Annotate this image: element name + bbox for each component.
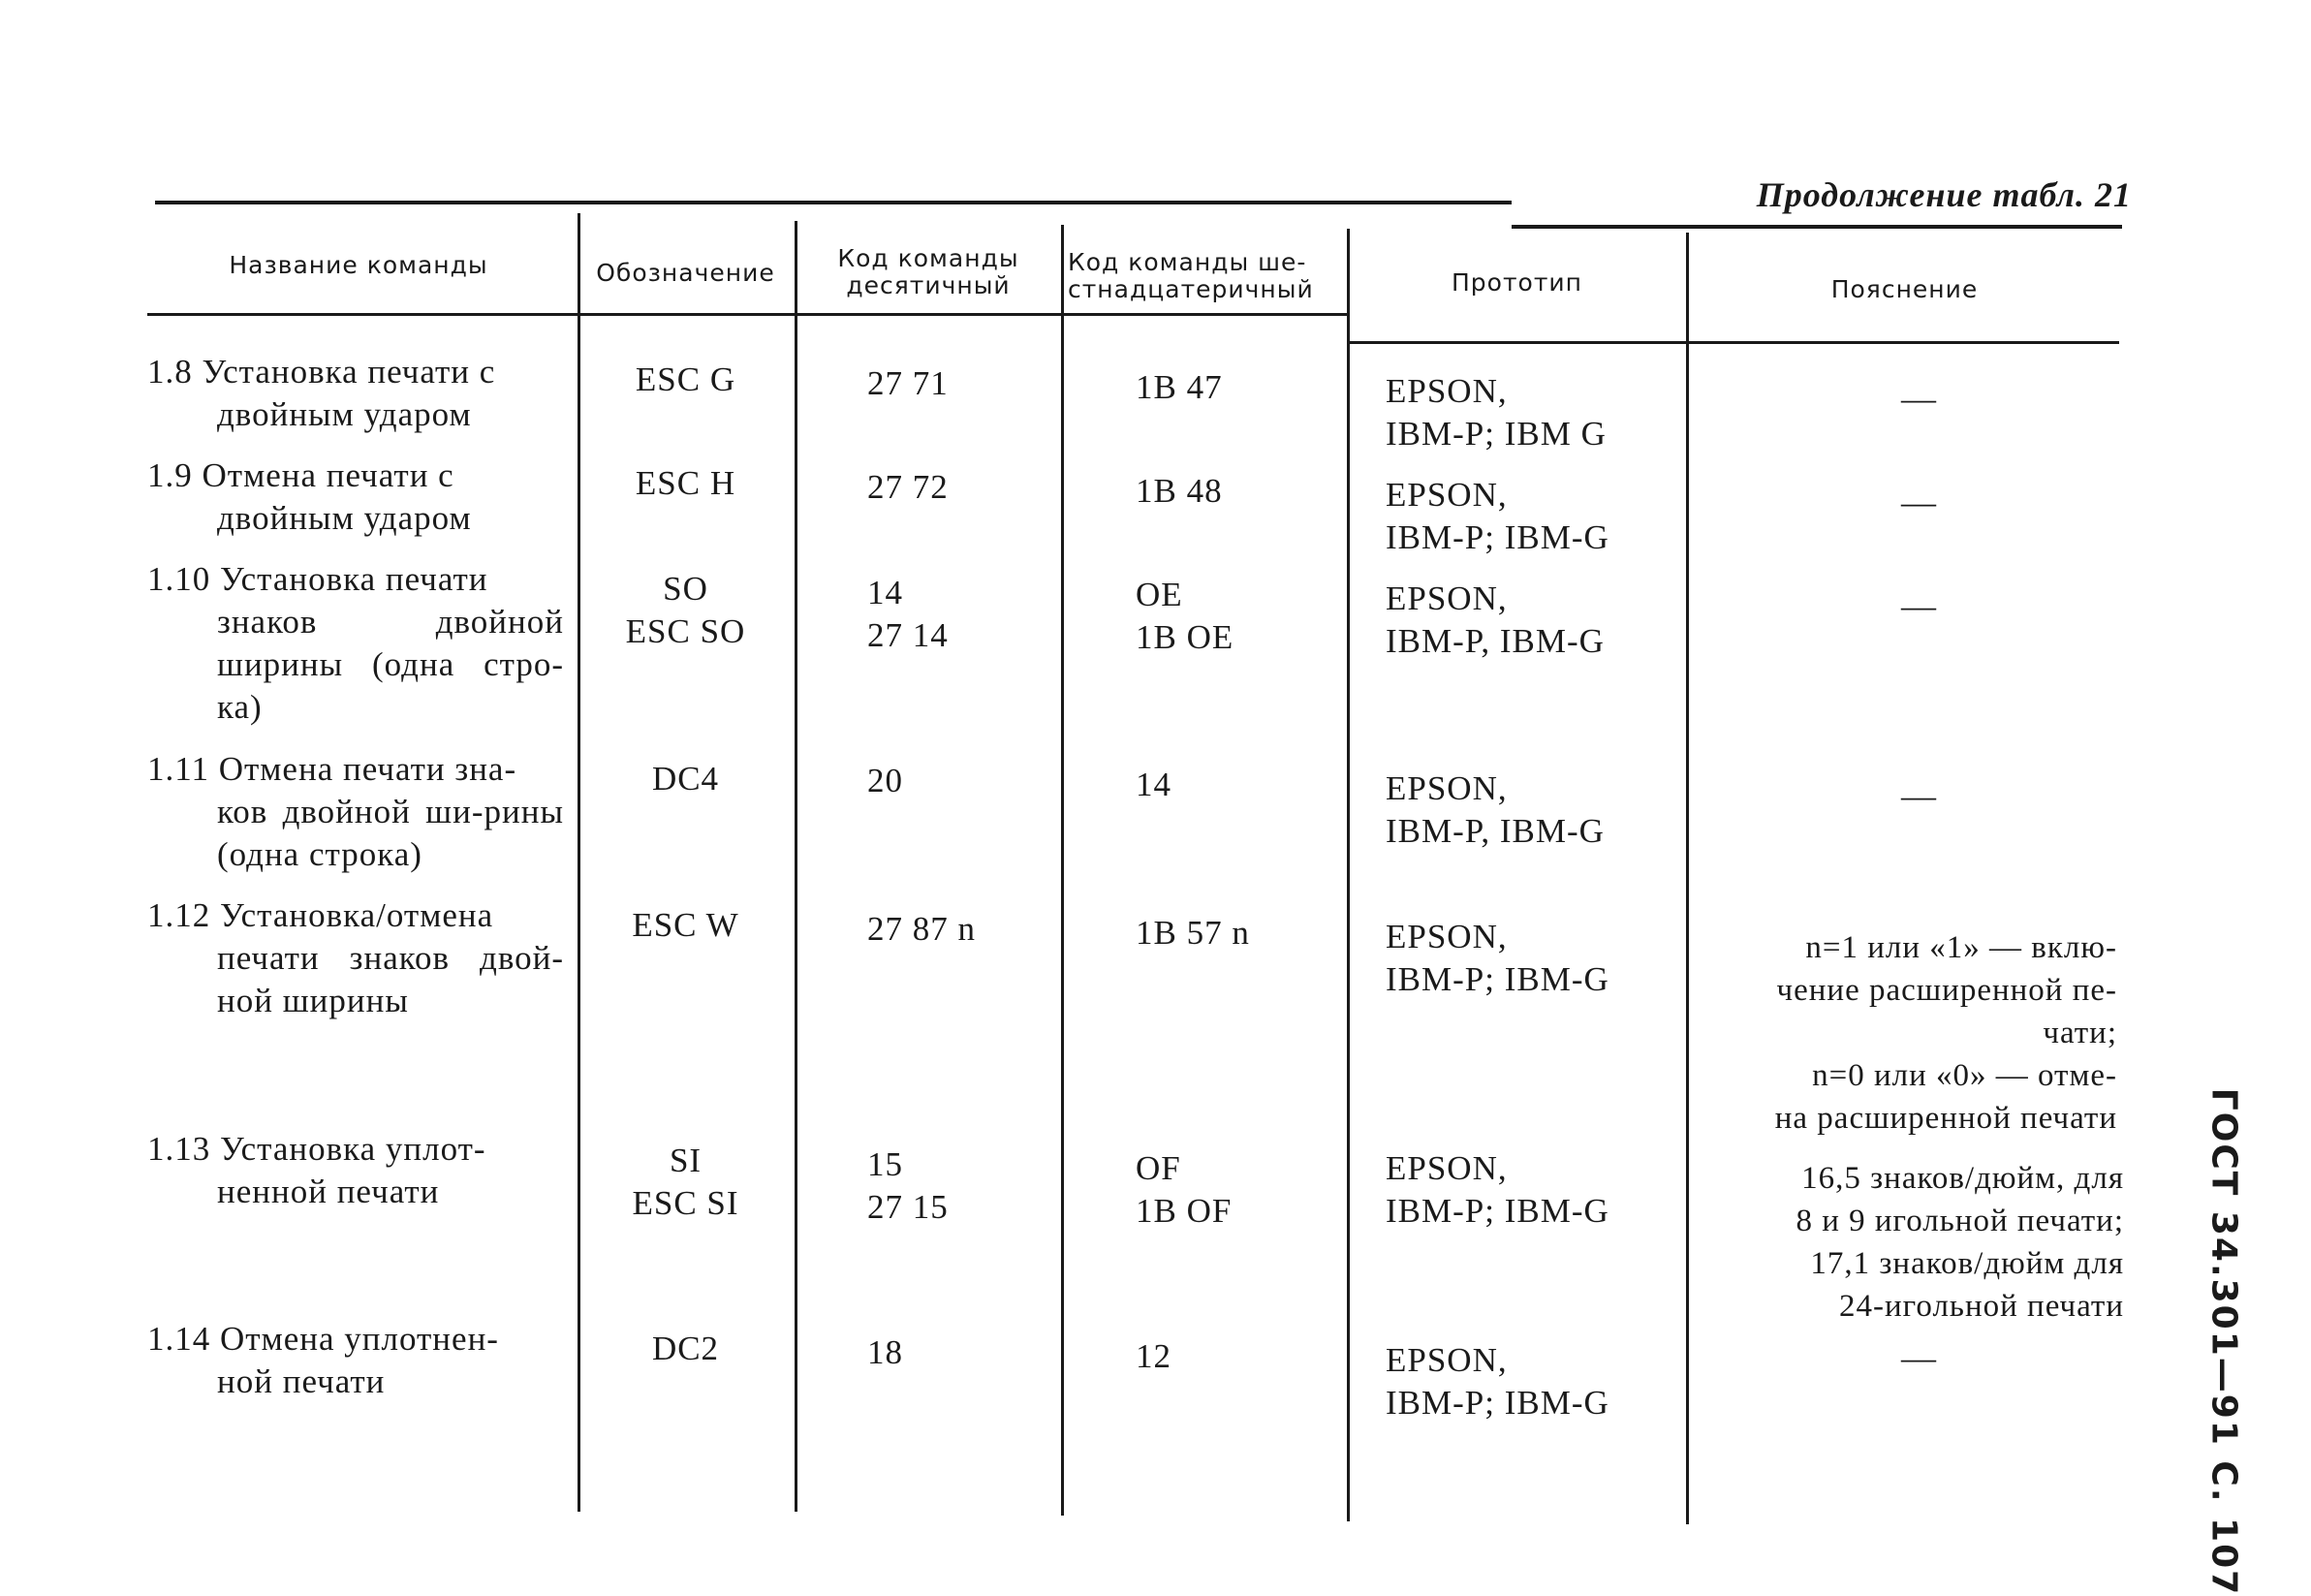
row-name-first: Установка печати — [220, 560, 488, 598]
row-designation: ESC G — [635, 360, 736, 398]
row-number: 1.11 — [147, 750, 209, 788]
row-code-dec: 15 27 15 — [867, 1145, 949, 1226]
row-designation: ESC W — [632, 906, 739, 944]
row-name-cont: ненной печати — [217, 1173, 440, 1210]
column-divider-5 — [1686, 233, 1689, 1524]
row-explanation: 16,5 знаков/дюйм, для 8 и 9 игольной печати; 17,1 знаков/дюйм для 24-игольной печати — [1796, 1161, 2124, 1324]
table-row-name — [147, 748, 564, 876]
header-prototype: Прототип — [1452, 268, 1582, 297]
row-explanation-dash: — — [1901, 1338, 1936, 1377]
row-name-first: Отмена уплотнен- — [220, 1320, 499, 1358]
row-code-dec: 27 87 n — [867, 910, 976, 948]
row-number: 1.14 — [147, 1320, 211, 1358]
row-number: 1.9 — [147, 456, 193, 494]
table-row-name — [147, 894, 564, 1022]
row-name-cont: двойным ударом — [217, 395, 472, 433]
table-row-name — [147, 1318, 564, 1403]
header-rule-right — [1349, 341, 2119, 344]
column-divider-4 — [1347, 229, 1350, 1521]
row-name-first: Отмена печати с — [202, 456, 454, 494]
row-explanation-dash: — — [1901, 379, 1936, 418]
row-explanation: n=1 или «1» — вклю- чение расширенной пе- чати; n=0 или «0» — отме- на расширенной печати — [1774, 930, 2117, 1136]
column-divider-1 — [578, 213, 580, 1512]
top-rule-right — [1512, 225, 2122, 229]
table-row-name — [147, 454, 564, 540]
row-designation: ESC H — [635, 464, 736, 502]
row-code-hex: 1B 47 — [1136, 368, 1223, 406]
row-name-cont: печати знаков двой-ной ширины — [217, 939, 564, 1019]
side-label-text: ГОСТ 34.301—91 С. 107 — [2203, 1087, 2244, 1596]
row-code-dec: 14 27 14 — [867, 574, 949, 654]
row-explanation-dash: — — [1901, 776, 1936, 815]
row-designation: SO ESC SO — [625, 570, 746, 650]
side-page-label — [2195, 1087, 2253, 1596]
header-rule-left — [147, 313, 1349, 316]
header-name: Название команды — [229, 251, 488, 279]
row-prototype: EPSON, IBM-P; IBM-G — [1386, 476, 1609, 556]
row-explanation-dash: — — [1901, 586, 1936, 625]
row-code-hex: 1B 57 n — [1136, 914, 1250, 952]
row-code-hex: OE 1B OE — [1136, 576, 1234, 656]
table-row-name — [147, 351, 564, 436]
row-prototype: EPSON, IBM-P; IBM G — [1386, 372, 1607, 453]
table-row-name — [147, 1128, 564, 1213]
row-code-hex: 12 — [1136, 1337, 1171, 1375]
row-number: 1.12 — [147, 896, 211, 934]
row-designation: DC4 — [651, 760, 720, 798]
table-continuation-caption: Продолжение табл. 21 — [1756, 175, 2132, 214]
row-prototype: EPSON, IBM-P, IBM-G — [1386, 769, 1605, 850]
row-number: 1.13 — [147, 1130, 211, 1168]
table-row-name — [147, 558, 564, 729]
row-number: 1.8 — [147, 353, 193, 391]
row-prototype: EPSON, IBM-P; IBM-G — [1386, 1149, 1609, 1230]
row-code-dec: 20 — [867, 762, 903, 799]
top-rule-left — [155, 201, 1512, 204]
row-code-hex: 14 — [1136, 766, 1171, 803]
row-name-first: Отмена печати зна- — [218, 750, 517, 788]
row-name-first: Установка/отмена — [220, 896, 494, 934]
row-code-hex: OF 1B OF — [1136, 1149, 1233, 1230]
row-code-dec: 27 72 — [867, 468, 949, 506]
row-explanation-dash: — — [1901, 483, 1936, 521]
row-code-hex: 1B 48 — [1136, 472, 1223, 510]
row-prototype: EPSON, IBM-P, IBM-G — [1386, 579, 1605, 660]
row-name-cont: двойным ударом — [217, 499, 472, 537]
row-name-first: Установка печати с — [202, 353, 496, 391]
row-name-first: Установка уплот- — [220, 1130, 486, 1168]
row-code-dec: 27 71 — [867, 364, 949, 402]
row-prototype: EPSON, IBM-P; IBM-G — [1386, 1341, 1609, 1422]
row-code-dec: 18 — [867, 1333, 903, 1371]
row-number: 1.10 — [147, 560, 211, 598]
row-name-cont: знаков двойной ширины (одна стро-ка) — [217, 603, 564, 726]
row-name-cont: ной печати — [217, 1362, 386, 1400]
row-prototype: EPSON, IBM-P; IBM-G — [1386, 918, 1609, 998]
header-code-dec: Код команды десятичный — [837, 244, 1019, 299]
row-designation: DC2 — [651, 1330, 720, 1367]
header-explanation: Пояснение — [1830, 275, 1979, 303]
row-designation: SI ESC SI — [632, 1142, 739, 1222]
column-divider-3 — [1061, 225, 1064, 1516]
header-designation: Обозначение — [596, 259, 775, 287]
header-code-hex: Код команды ше- стнадцатеричный — [1068, 248, 1314, 303]
column-divider-2 — [795, 221, 797, 1512]
row-name-cont: ков двойной ши-рины (одна строка) — [217, 793, 564, 873]
